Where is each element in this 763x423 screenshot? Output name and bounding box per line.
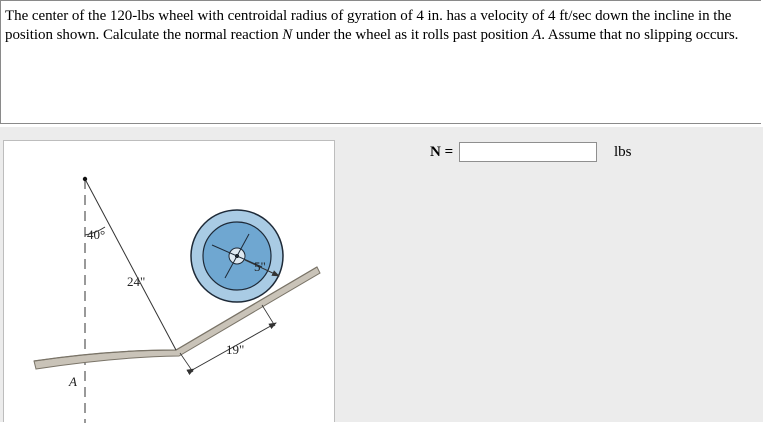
track-surface [34,267,320,369]
normal-reaction-input[interactable] [459,142,597,162]
incline-extension-line-right [262,305,275,326]
problem-variable-n: N [282,27,293,43]
answer-row [430,140,597,164]
wheel-radius-label: 5" [254,259,266,274]
answer-label: N = [430,143,454,160]
problem-statement [5,7,757,45]
angle-label: 40° [87,227,106,242]
problem-text-part-1: The center of the 120-lbs wheel with centroidal radius of gyration of 4 in. has a velocity of 4 ft/sec down the incline in the position shown. Calculate the normal reaction [5,8,732,43]
incline-extension-line-left [180,353,193,372]
incline-length-label: 19" [226,342,245,357]
wheel [191,210,283,302]
problem-statement-box [0,0,761,124]
unit-label: lbs [614,144,632,160]
point-a-label: A [69,374,77,389]
problem-variable-a: A [532,27,542,43]
figure-panel [3,140,335,422]
problem-text-part-3: . Assume that no slipping occurs. [541,27,739,43]
wheel-incline-diagram [4,141,334,423]
center-of-curvature-point [83,177,87,181]
radius-line [85,179,176,350]
problem-text-part-2: under the wheel as it rolls past position [292,27,533,43]
radius-label: 24" [127,274,146,289]
